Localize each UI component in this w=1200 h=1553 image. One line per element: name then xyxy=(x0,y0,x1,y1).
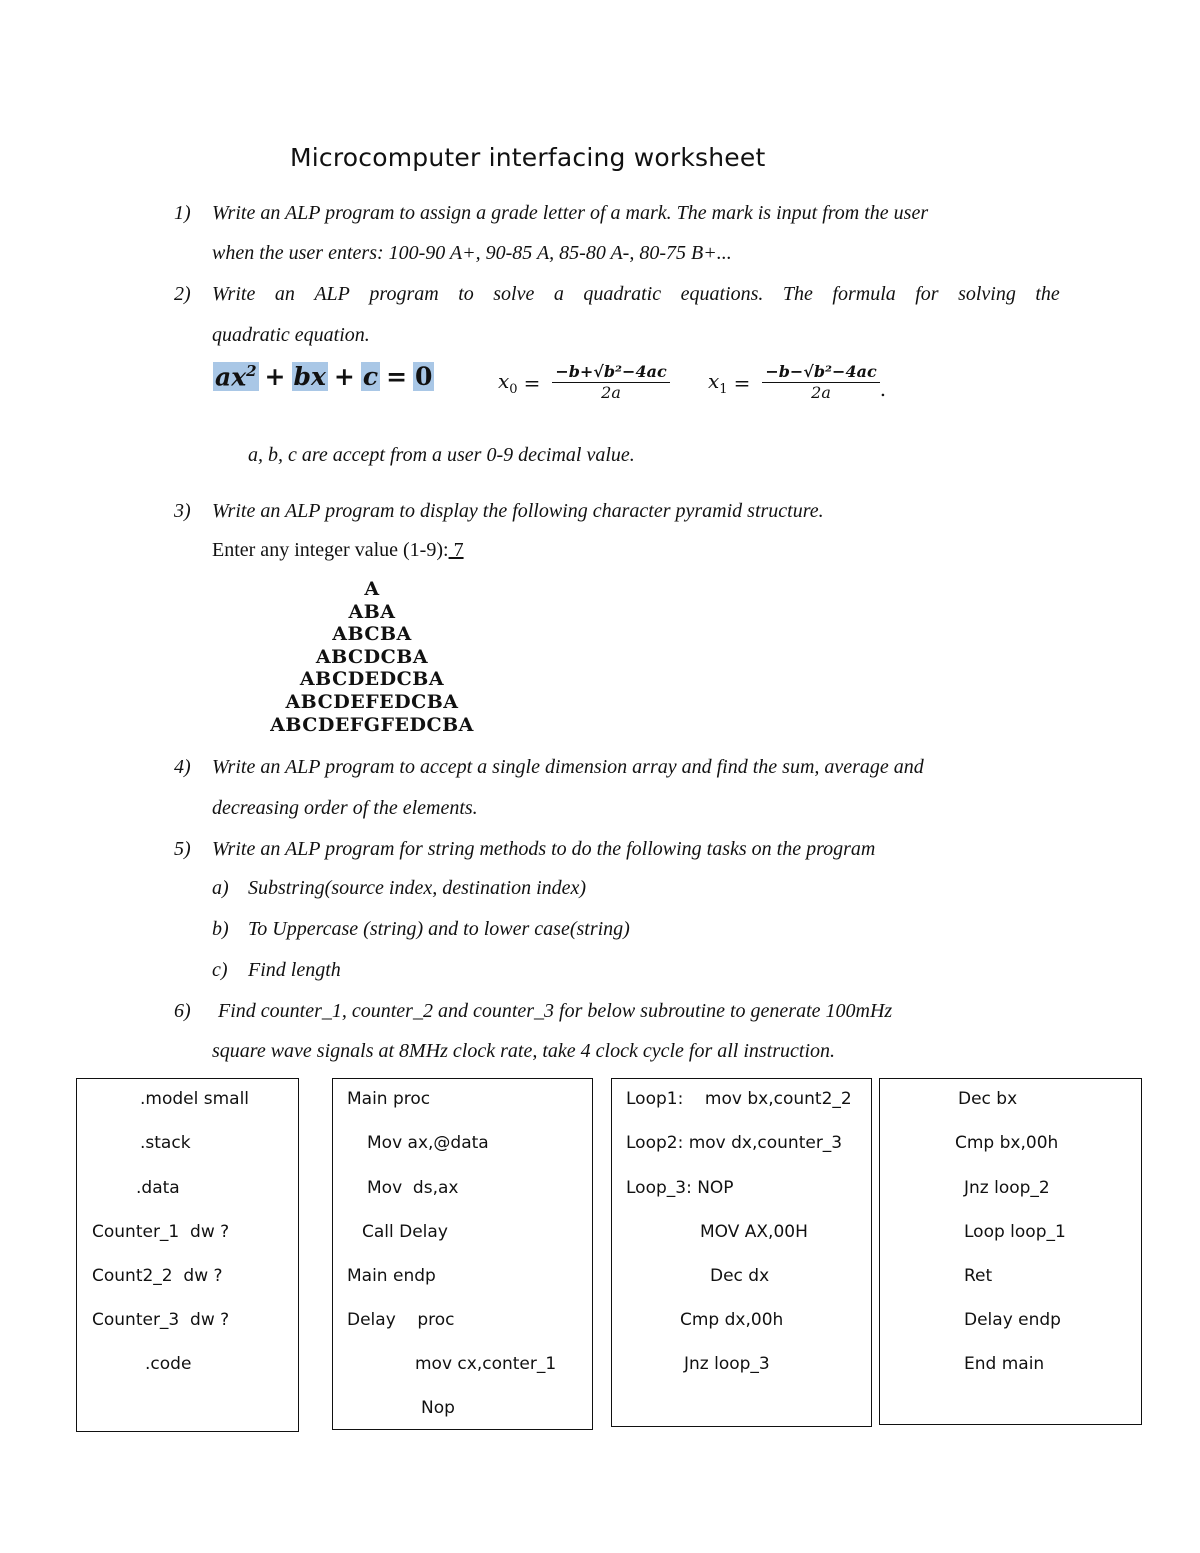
pyramid-row: ABA xyxy=(348,600,396,623)
q1-line1: Write an ALP program to assign a grade letter of a mark. The mark is input from the user xyxy=(212,202,929,224)
q5-item-b-label: b) xyxy=(212,918,229,940)
code-box-main-proc xyxy=(332,1078,593,1430)
code-line: Loop1: mov bx,count2_2 xyxy=(626,1089,852,1109)
q3-prompt-value: 7 xyxy=(448,539,464,561)
q5-number: 5) xyxy=(174,838,191,860)
q5-item-a-label: a) xyxy=(212,877,229,899)
code-line: Counter_3 dw ? xyxy=(92,1310,230,1330)
q2-line2: quadratic equation. xyxy=(212,324,370,346)
code-box-loops xyxy=(611,1078,872,1427)
code-line: MOV AX,00H xyxy=(700,1222,808,1242)
q6-number: 6) xyxy=(174,1000,191,1022)
q3-number: 3) xyxy=(174,500,191,522)
q2-line1: Write an ALP program to solve a quadratic equations. The formula for solving the xyxy=(212,283,1060,305)
code-line: Main endp xyxy=(347,1266,436,1286)
code-line: Mov ds,ax xyxy=(367,1178,459,1198)
q1-number: 1) xyxy=(174,202,191,224)
code-line: Count2_2 dw ? xyxy=(92,1266,223,1286)
code-line: .model small xyxy=(140,1089,250,1109)
code-line: Nop xyxy=(421,1398,455,1418)
code-line: mov cx,conter_1 xyxy=(415,1354,557,1374)
code-line: .stack xyxy=(140,1133,191,1153)
code-line: .data xyxy=(136,1178,180,1198)
pyramid-row: ABCDEFEDCBA xyxy=(285,690,459,713)
q2-number: 2) xyxy=(174,283,191,305)
character-pyramid xyxy=(222,578,522,736)
code-line: Main proc xyxy=(347,1089,431,1109)
code-line: Loop loop_1 xyxy=(964,1222,1066,1242)
q6-line1: Find counter_1, counter_2 and counter_3 for below subroutine to generate 100mHz xyxy=(218,1000,893,1022)
q2-note: a, b, c are accept from a user 0-9 decimal value. xyxy=(248,444,635,466)
code-line: Cmp dx,00h xyxy=(680,1310,784,1330)
code-box-data-segment xyxy=(76,1078,299,1432)
code-line: Loop_3: NOP xyxy=(626,1178,734,1198)
q4-number: 4) xyxy=(174,756,191,778)
q3-prompt: Enter any integer value (1-9): 7 xyxy=(212,539,464,561)
code-box-delay-end xyxy=(879,1078,1142,1425)
q5-line1: Write an ALP program for string methods to do the following tasks on the program xyxy=(212,838,876,860)
code-line: Cmp bx,00h xyxy=(955,1133,1059,1153)
code-line: Ret xyxy=(964,1266,993,1286)
pyramid-row: ABCDEDCBA xyxy=(299,668,445,691)
code-line: .code xyxy=(145,1354,192,1374)
q4-line1: Write an ALP program to accept a single dimension array and find the sum, average and xyxy=(212,756,924,778)
code-line: Loop2: mov dx,counter_3 xyxy=(626,1133,843,1153)
code-line: Call Delay xyxy=(362,1222,448,1242)
code-line: Jnz loop_2 xyxy=(964,1178,1050,1198)
pyramid-row: ABCDEFGFEDCBA xyxy=(270,713,474,736)
q5-item-b-text: To Uppercase (string) and to lower case(string) xyxy=(248,918,630,940)
x1-formula: $x_1$ = $\frac{\text{−b−√b²−4ac}}{2a}$ . xyxy=(708,362,887,402)
code-line: End main xyxy=(964,1354,1045,1374)
q4-line2: decreasing order of the elements. xyxy=(212,797,478,819)
code-line: Counter_1 dw ? xyxy=(92,1222,230,1242)
code-line: Delay endp xyxy=(964,1310,1061,1330)
q6-line2: square wave signals at 8MHz clock rate, take 4 clock cycle for all instruction. xyxy=(212,1040,836,1062)
code-line: Mov ax,@data xyxy=(367,1133,489,1153)
q5-item-a-text: Substring(source index, destination index) xyxy=(248,877,587,899)
page-title: Microcomputer interfacing worksheet xyxy=(290,143,766,172)
q3-line1: Write an ALP program to display the following character pyramid structure. xyxy=(212,500,824,522)
code-line: Dec bx xyxy=(958,1089,1018,1109)
q1-line2: when the user enters: 100-90 A+, 90-85 A, 85-80 A-, 80-75 B+... xyxy=(212,242,732,264)
pyramid-row: ABCDCBA xyxy=(315,645,429,668)
x0-formula: $x_0$ = $\frac{\text{−b+√b²−4ac}}{2a}$ xyxy=(498,362,670,403)
code-line: Dec dx xyxy=(710,1266,770,1286)
q5-item-c-text: Find length xyxy=(248,959,341,981)
quadratic-equation: $ax^2$ + bx + c = 0 xyxy=(215,362,433,392)
code-line: Delay proc xyxy=(347,1310,455,1330)
pyramid-row: A xyxy=(364,578,380,600)
pyramid-row: ABCBA xyxy=(332,623,412,646)
code-line: Jnz loop_3 xyxy=(684,1354,770,1374)
q5-item-c-label: c) xyxy=(212,959,228,981)
